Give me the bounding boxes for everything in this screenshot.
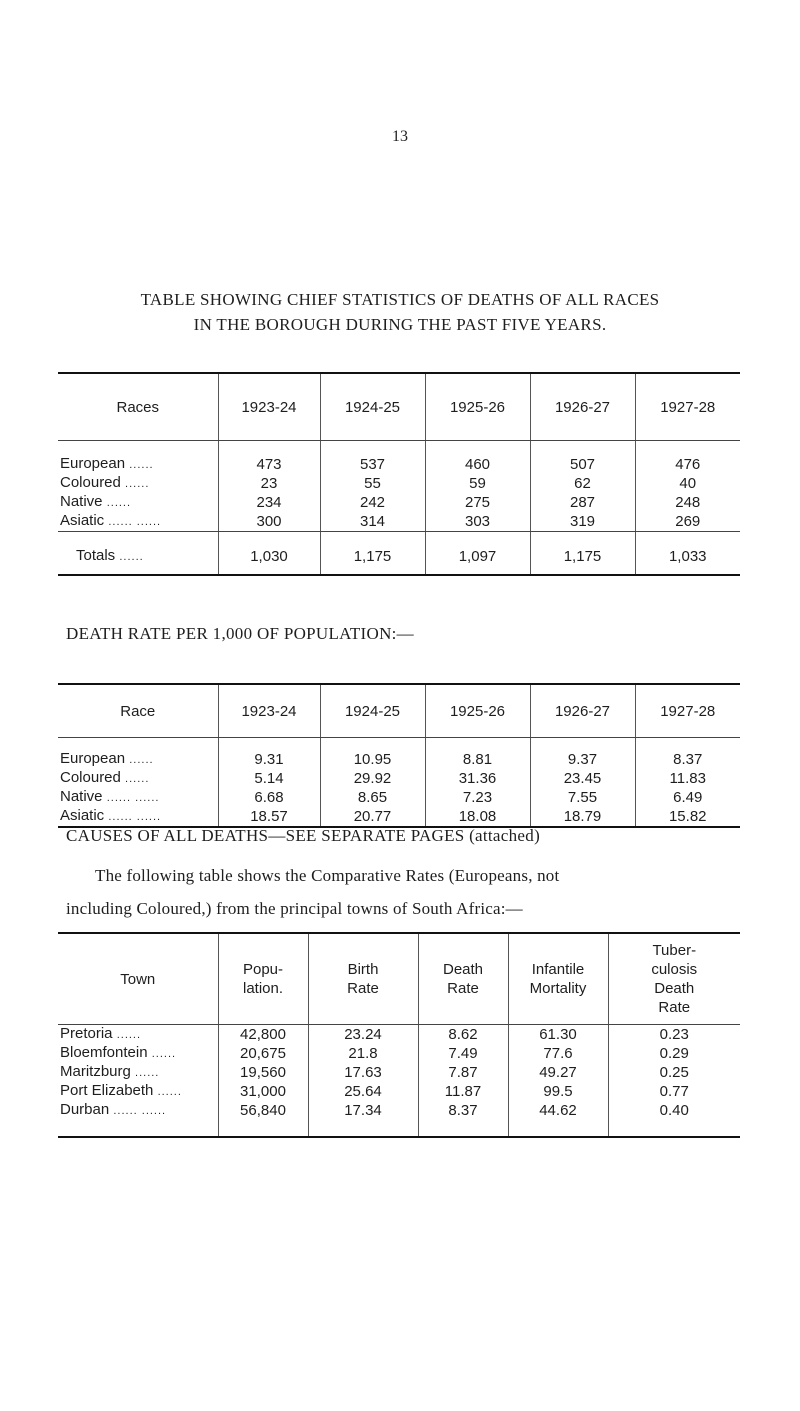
table-row <box>58 493 740 512</box>
table-cell: 1,030 <box>218 532 320 576</box>
table-cell: 18.08 <box>425 807 530 827</box>
table-cell: 44.62 <box>508 1101 608 1137</box>
table-row <box>58 807 740 827</box>
column-header: 1924-25 <box>320 373 425 441</box>
table-cell: 7.23 <box>425 788 530 807</box>
deaths-table <box>58 372 740 576</box>
table-cell: 7.49 <box>418 1044 508 1063</box>
table-row <box>58 441 740 475</box>
table-cell: 18.79 <box>530 807 635 827</box>
table-row <box>58 474 740 493</box>
column-header: Infantile Mortality <box>508 933 608 1025</box>
table-row <box>58 1082 740 1101</box>
row-label: Totals ...... <box>76 546 144 564</box>
towns-comparative-table <box>58 932 740 1138</box>
table-cell: 0.77 <box>608 1082 740 1101</box>
table-cell: 287 <box>530 493 635 512</box>
table-cell: 31.36 <box>425 769 530 788</box>
table-cell: 1,033 <box>635 532 740 576</box>
column-header: 1927-28 <box>635 684 740 738</box>
table-cell: 300 <box>218 512 320 532</box>
table-cell: 9.31 <box>218 738 320 770</box>
page-title <box>0 287 800 337</box>
table-cell: 77.6 <box>508 1044 608 1063</box>
table-cell: 99.5 <box>508 1082 608 1101</box>
table-cell: 62 <box>530 474 635 493</box>
title-line-2: IN THE BOROUGH DURING THE PAST FIVE YEARS. <box>193 315 607 334</box>
table-cell: 15.82 <box>635 807 740 827</box>
table-cell: 0.40 <box>608 1101 740 1137</box>
table-cell: 19,560 <box>218 1063 308 1082</box>
table-cell: 7.55 <box>530 788 635 807</box>
paragraph-line-1: The following table shows the Comparative Rates (Europeans, not <box>95 866 560 885</box>
table-cell: 269 <box>635 512 740 532</box>
row-label: Bloemfontein ...... <box>60 1044 177 1061</box>
table-cell: 8.65 <box>320 788 425 807</box>
table-cell: 7.87 <box>418 1063 508 1082</box>
column-header: 1923-24 <box>218 373 320 441</box>
row-label: Port Elizabeth ...... <box>60 1082 182 1099</box>
row-label: European ...... <box>60 750 154 767</box>
table-cell: 242 <box>320 493 425 512</box>
table-row <box>58 1101 740 1137</box>
table-cell: 55 <box>320 474 425 493</box>
table-cell: 507 <box>530 441 635 475</box>
table-cell: 8.37 <box>418 1101 508 1137</box>
table-cell: 11.83 <box>635 769 740 788</box>
column-header: Town <box>58 933 218 1025</box>
row-label: Coloured ...... <box>60 474 150 491</box>
table-row <box>58 738 740 770</box>
table-header-row <box>58 933 740 1025</box>
table-cell: 61.30 <box>508 1025 608 1045</box>
table-cell: 40 <box>635 474 740 493</box>
column-header: Race <box>58 684 218 738</box>
column-header: 1925-26 <box>425 684 530 738</box>
table-row <box>58 512 740 532</box>
table-cell: 1,175 <box>320 532 425 576</box>
table-header-row <box>58 684 740 738</box>
table-cell: 5.14 <box>218 769 320 788</box>
table-cell: 473 <box>218 441 320 475</box>
row-label: Native ...... <box>60 493 132 510</box>
table-cell: 8.81 <box>425 738 530 770</box>
table-cell: 8.62 <box>418 1025 508 1045</box>
table-cell: 9.37 <box>530 738 635 770</box>
table-cell: 11.87 <box>418 1082 508 1101</box>
death-rate-table <box>58 683 740 828</box>
table-cell: 21.8 <box>308 1044 418 1063</box>
column-header: 1926-27 <box>530 373 635 441</box>
table-cell: 23.24 <box>308 1025 418 1045</box>
column-header: 1925-26 <box>425 373 530 441</box>
table-cell: 0.29 <box>608 1044 740 1063</box>
row-label: Coloured ...... <box>60 769 150 786</box>
table-cell: 319 <box>530 512 635 532</box>
table-cell: 23.45 <box>530 769 635 788</box>
table-cell: 6.49 <box>635 788 740 807</box>
death-rate-heading: DEATH RATE PER 1,000 OF POPULATION:— <box>66 624 414 643</box>
row-label: Asiatic ...... ...... <box>58 512 218 532</box>
table-cell: 59 <box>425 474 530 493</box>
column-header: Popu- lation. <box>218 933 308 1025</box>
table-cell: 8.37 <box>635 738 740 770</box>
column-header: Death Rate <box>418 933 508 1025</box>
table-row <box>58 769 740 788</box>
column-header: 1924-25 <box>320 684 425 738</box>
table-cell: 25.64 <box>308 1082 418 1101</box>
row-label: Durban ...... ...... <box>60 1101 167 1118</box>
table-cell: 23 <box>218 474 320 493</box>
column-header: Birth Rate <box>308 933 418 1025</box>
column-header: 1926-27 <box>530 684 635 738</box>
table-row <box>58 1044 740 1063</box>
title-line-1: TABLE SHOWING CHIEF STATISTICS OF DEATHS OF ALL RACES <box>140 290 660 309</box>
table-cell: 20.77 <box>320 807 425 827</box>
paragraph-line-2: including Coloured,) from the principal towns of South Africa:— <box>66 899 523 918</box>
table-cell: 0.25 <box>608 1063 740 1082</box>
table-header-row <box>58 373 740 441</box>
table-cell: 1,175 <box>530 532 635 576</box>
table-cell: 0.23 <box>608 1025 740 1045</box>
causes-heading: CAUSES OF ALL DEATHS—SEE SEPARATE PAGES (attached) <box>66 826 541 845</box>
row-label: Pretoria ...... <box>60 1025 142 1042</box>
totals-row <box>58 532 740 576</box>
table-cell: 29.92 <box>320 769 425 788</box>
table-row <box>58 1025 740 1045</box>
table-cell: 18.57 <box>218 807 320 827</box>
table-cell: 234 <box>218 493 320 512</box>
table-cell: 42,800 <box>218 1025 308 1045</box>
table-cell: 56,840 <box>218 1101 308 1137</box>
table-cell: 17.63 <box>308 1063 418 1082</box>
table-cell: 6.68 <box>218 788 320 807</box>
table-cell: 303 <box>425 512 530 532</box>
table-cell: 460 <box>425 441 530 475</box>
table-cell: 20,675 <box>218 1044 308 1063</box>
table-cell: 31,000 <box>218 1082 308 1101</box>
table-cell: 537 <box>320 441 425 475</box>
table-cell: 17.34 <box>308 1101 418 1137</box>
column-header: Races <box>58 373 218 441</box>
row-label: Native ...... ...... <box>60 788 160 805</box>
table-cell: 49.27 <box>508 1063 608 1082</box>
table-cell: 1,097 <box>425 532 530 576</box>
table-cell: 476 <box>635 441 740 475</box>
table-cell: 10.95 <box>320 738 425 770</box>
column-header: Tuber- culosis Death Rate <box>608 933 740 1025</box>
row-label: Asiatic ...... ...... <box>60 807 162 824</box>
table-cell: 275 <box>425 493 530 512</box>
row-label: European ...... <box>60 455 154 472</box>
column-header: 1927-28 <box>635 373 740 441</box>
table-cell: 248 <box>635 493 740 512</box>
table-row <box>58 1063 740 1082</box>
page-number: 13 <box>392 128 408 145</box>
row-label: Maritzburg ...... <box>60 1063 160 1080</box>
table-cell: 314 <box>320 512 425 532</box>
column-header: 1923-24 <box>218 684 320 738</box>
table-row <box>58 788 740 807</box>
